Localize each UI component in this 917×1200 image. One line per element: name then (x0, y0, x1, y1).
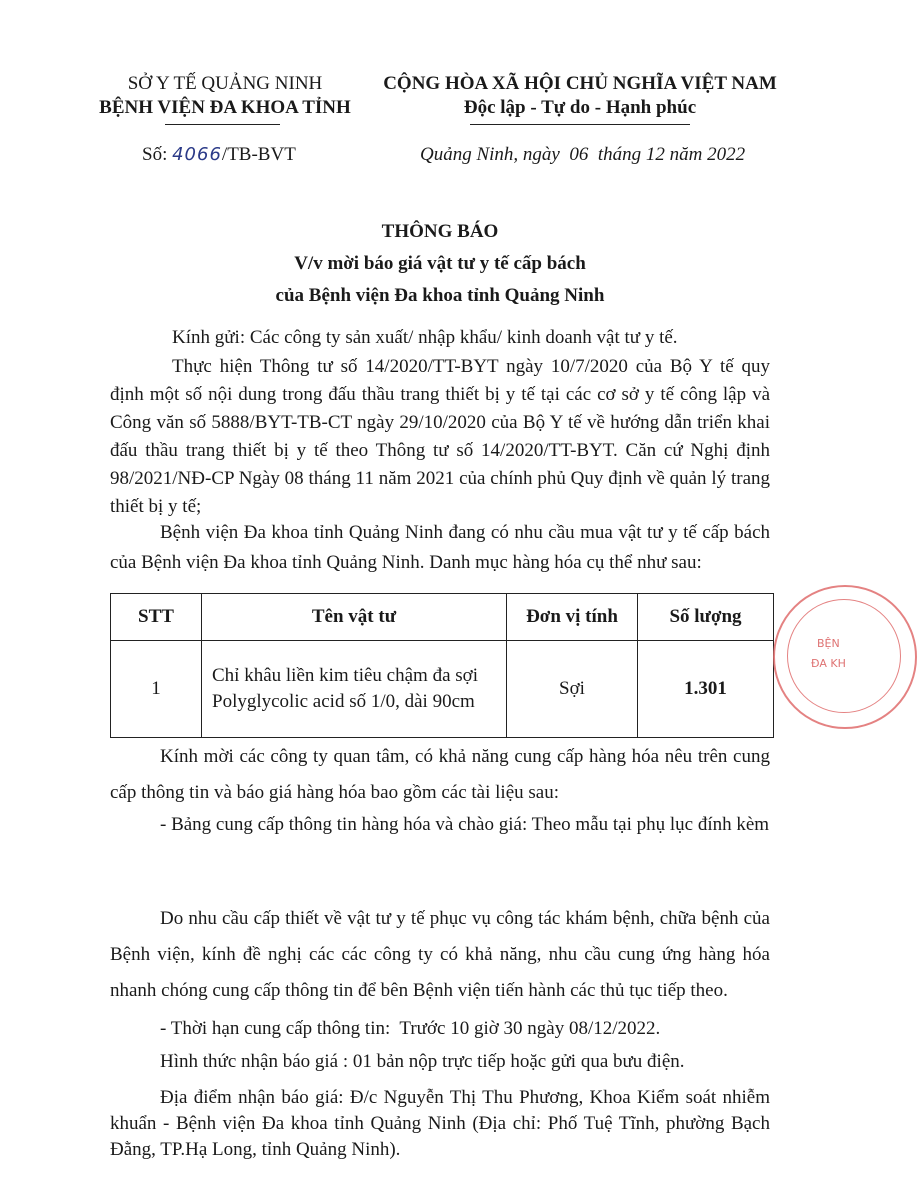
place-and-date: Quảng Ninh, ngày 06 tháng 12 năm 2022 (420, 144, 746, 165)
issuer-hospital: BỆNH VIỆN ĐA KHOA TỈNH (99, 97, 351, 118)
document-number: Số: 4066/TB-BVT (142, 144, 296, 165)
header-quantity: Số lượng (638, 594, 774, 641)
cell-item-name: Chỉ khâu liền kim tiêu chậm đa sợi Polyglycolic acid số 1/0, dài 90cm (202, 641, 507, 738)
deadline: - Thời hạn cung cấp thông tin: Trước 10 giờ 30 ngày 08/12/2022. (160, 1018, 661, 1039)
table-row (111, 641, 774, 738)
paragraph-need: Bệnh viện Đa khoa tỉnh Quảng Ninh đang có nhu cầu mua vật tư y tế cấp bách của Bệnh viện Đa khoa tỉnh Quảng Ninh. Danh mục hàng hóa cụ thể như sau: (110, 522, 770, 573)
issuer-block (60, 72, 390, 120)
national-title: CỘNG HÒA XÃ HỘI CHỦ NGHĨA VIỆT NAM (383, 73, 777, 94)
cell-stt: 1 (111, 641, 202, 738)
submission-form: Hình thức nhận báo giá : 01 bản nộp trực tiếp hoặc gửi qua bưu điện. (160, 1051, 685, 1072)
header-stt: STT (111, 594, 202, 641)
bullet-attachment: - Bảng cung cấp thông tin hàng hóa và chào giá: Theo mẫu tại phụ lục đính kèm (160, 814, 770, 835)
issuer-underline (165, 124, 280, 125)
document-title: THÔNG BÁO (381, 221, 499, 242)
paragraph-legal-basis: Thực hiện Thông tư số 14/2020/TT-BYT ngày 10/7/2020 của Bộ Y tế quy định một số nội dung trong đấu thầu trang thiết bị y tế tại các cơ sở y tế công lập và Công văn số 5888/BYT-TB-CT ngày 29/10/2020 của Bộ Y tế về hướng dẫn triển khai đấu thầu trang thiết bị y tế theo Thông tư số 14/2020/TT-BYT. Căn cứ Nghị định 98/2021/NĐ-CP Ngày 08 tháng 11 năm 2021 của chính phủ Quy định về quản lý trang thiết bị y tế; (110, 356, 770, 517)
seal-text-1: BỆN (817, 637, 840, 650)
header-item-name: Tên vật tư (202, 594, 507, 641)
document-subject-line2: của Bệnh viện Đa khoa tỉnh Quảng Ninh (275, 285, 605, 306)
table-header-row (111, 594, 774, 641)
paragraph-invitation: Kính mời các công ty quan tâm, có khả năng cung cấp hàng hóa nêu trên cung cấp thông tin và báo giá hàng hóa bao gồm các tài liệu sau: (110, 746, 770, 803)
issuer-ministry: SỞ Y TẾ QUẢNG NINH (127, 73, 323, 94)
national-motto-block (380, 72, 780, 120)
items-table (110, 593, 774, 738)
greeting: Kính gửi: Các công ty sản xuất/ nhập khẩu/ kinh doanh vật tư y tế. (172, 327, 678, 348)
document-title-block (110, 218, 770, 310)
seal-text-2: ĐA KH (811, 657, 846, 670)
official-seal (773, 585, 917, 729)
cell-unit: Sợi (507, 641, 638, 738)
cell-quantity: 1.301 (638, 641, 774, 738)
submission-location: Địa điểm nhận báo giá: Đ/c Nguyễn Thị Thu Phương, Khoa Kiểm soát nhiễm khuẩn - Bệnh viện Đa khoa tỉnh Quảng Ninh (Địa chỉ: Phố Tuệ Tĩnh, phường Bạch Đằng, TP.Hạ Long, tỉnh Quảng Ninh). (110, 1087, 770, 1160)
header-unit: Đơn vị tính (507, 594, 638, 641)
paragraph-urgency: Do nhu cầu cấp thiết về vật tư y tế phục vụ công tác khám bệnh, chữa bệnh của Bệnh viện, kính đề nghị các các công ty có khả năng, nhu cầu cung ứng hàng hóa nhanh chóng cung cấp thông tin để bên Bệnh viện tiến hành các thủ tục tiếp theo. (110, 908, 770, 1001)
national-motto: Độc lập - Tự do - Hạnh phúc (463, 97, 697, 118)
motto-underline (470, 124, 690, 125)
handwritten-number: 4066 (172, 144, 222, 165)
document-subject-line1: V/v mời báo giá vật tư y tế cấp bách (294, 253, 586, 274)
